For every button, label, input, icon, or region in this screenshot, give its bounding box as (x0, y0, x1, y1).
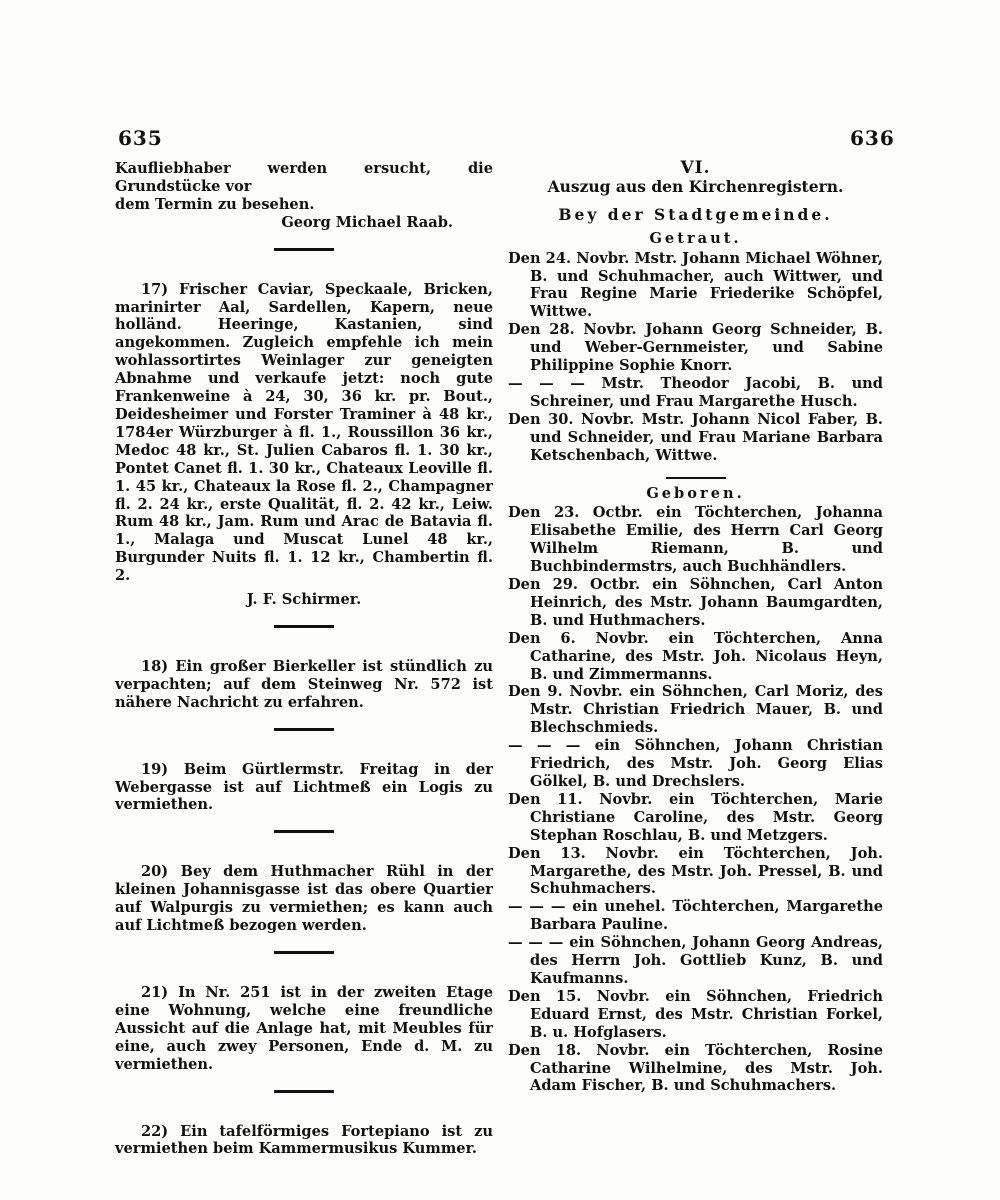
advert-19-text: 19) Beim Gürtlermstr. Freitag in der Webergasse ist auf Lichtmeß ein Logis zu vermiethen. (115, 760, 493, 814)
born-entry: — — — ein Söhnchen, Johann Christian Friedrich, des Mstr. Joh. Georg Elias Gölkel, B. und Drechslers. (508, 737, 883, 790)
advert-20-text: 20) Bey dem Huthmacher Rühl in der kleinen Johannisgasse ist das obere Quartier auf Walpurgis zu vermiethen; es kann auch auf Lichtmeß bezogen werden. (115, 863, 493, 935)
parish-heading: Bey der Stadtgemeinde. (558, 204, 833, 224)
advert-21 (115, 984, 493, 1074)
born-entry: Den 6. Novbr. ein Töchterchen, Anna Catharine, des Mstr. Joh. Nicolaus Heyn, B. und Zimmermanns. (508, 629, 883, 683)
advert-17-text: 17) Frischer Caviar, Speckaale, Bricken, marinirter Aal, Sardellen, Kapern, neue holländ. Heeringe, Kastanien, sind angekommen. Zugleich empfehle ich mein wohlassortirtes Weinlager zur geneigten Abnahme und verkaufe jetzt: noch gute Frankenweine à 24, 30, 36 kr. pr. Bout., Deidesheimer und Forster Traminer à 48 kr., 1784er Würzburger à fl. 1., Roussillon 36 kr., Medoc 48 kr., St. Julien Cabaros fl. 1. 30 kr., Pontet Canet fl. 1. 30 kr., Chateaux Leoville fl. 1. 45 kr., Chateaux la Rose fl. 2., Champagner fl. 2. 24 kr., erste Qualität, fl. 2. 42 kr., Leiw. Rum 48 kr., Jam. Rum und Arac de Batavia fl. 1., Malaga und Muscat Lunel 48 kr., Burgunder Nuits fl. 1. 12 kr., Chambertin fl. 2. (115, 280, 493, 585)
born-entry: Den 23. Octbr. ein Töchterchen, Johanna Elisabethe Emilie, des Herrn Carl Georg Wilhelm Riemann, B. und Buchbindermstrs, auch Buchhändlers. (508, 504, 883, 576)
born-entry: Den 18. Novbr. ein Töchterchen, Rosine Catharine Wilhelmine, des Mstr. Joh. Adam Fischer, B. und Schuhmachers. (508, 1041, 883, 1095)
advert-18 (115, 658, 493, 712)
born-entry: Den 11. Novbr. ein Töchterchen, Marie Christiane Caroline, des Mstr. Georg Stephan Roschlau, B. und Metzgers. (508, 790, 883, 844)
born-heading: Geboren. (646, 484, 745, 502)
separator-rule (274, 728, 334, 731)
separator-rule (274, 951, 334, 954)
advert-17 (115, 281, 493, 585)
born-entry: — — — ein unehel. Töchterchen, Margarethe Barbara Pauline. (508, 898, 883, 934)
advert-19 (115, 761, 493, 815)
advert-17-signature: J. F. Schirmer. (246, 591, 362, 609)
born-entry: Den 9. Novbr. ein Söhnchen, Carl Moriz, des Mstr. Christian Friedrich Mauer, B. und Blechschmieds. (508, 683, 883, 737)
separator-rule (274, 830, 334, 833)
married-heading: Getraut. (649, 229, 742, 247)
advert-20 (115, 863, 493, 935)
married-entry: Den 28. Novbr. Johann Georg Schneider, B. und Weber-Gernmeister, und Sabine Philippine Sophie Knorr. (508, 321, 883, 375)
born-entry: Den 29. Octbr. ein Söhnchen, Carl Anton Heinrich, des Mstr. Johann Baumgardten, B. und Huthmachers. (508, 576, 883, 629)
page-number-right: 636 (850, 126, 895, 150)
intro-line-2: dem Termin zu besehen. (115, 195, 315, 213)
separator-rule (274, 248, 334, 251)
married-entry: Den 24. Novbr. Mstr. Johann Michael Wöhner, B. und Schuhmacher, auch Wittwer, und Frau Regine Marie Friederike Schöpfel, Wittwe. (508, 249, 883, 321)
advert-21-text: 21) In Nr. 251 ist in der zweiten Etage eine Wohnung, welche eine freundliche Aussicht auf die Anlage hat, mit Meubles für eine, auch zwey Personen, Ende d. M. zu vermiethen. (115, 984, 493, 1073)
page-number-left: 635 (118, 126, 163, 150)
section-number: VI. (680, 158, 711, 178)
born-entry: Den 13. Novbr. ein Töchterchen, Joh. Margarethe, des Mstr. Joh. Pressel, B. und Schuhmachers. (508, 844, 883, 898)
separator-rule (274, 625, 334, 628)
married-entry: Den 30. Novbr. Mstr. Johann Nicol Faber, B. und Schneider, und Frau Mariane Barbara Ketschenbach, Wittwe. (508, 410, 883, 464)
intro-line-1: Kaufliebhaber werden ersucht, die Grundstücke vor (115, 160, 493, 195)
advert-18-text: 18) Ein großer Bierkeller ist stündlich zu verpachten; auf dem Steinweg Nr. 572 ist nähere Nachricht zu erfahren. (115, 657, 493, 711)
left-column (115, 160, 493, 1158)
born-entry: Den 15. Novbr. ein Söhnchen, Friedrich Eduard Ernst, des Mstr. Christian Forkel, B. u. Hofglasers. (508, 987, 883, 1041)
right-column (508, 160, 883, 1095)
married-entry: — — — Mstr. Theodor Jacobi, B. und Schreiner, und Frau Margarethe Husch. (508, 374, 883, 410)
separator-rule (274, 1090, 334, 1093)
advert-22 (115, 1123, 493, 1159)
intro-signature: Georg Michael Raab. (281, 213, 453, 231)
separator-rule (666, 477, 726, 479)
advert-22-text: 22) Ein tafelförmiges Fortepiano ist zu vermiethen beim Kammermusikus Kummer. (115, 1122, 493, 1158)
section-title: Auszug aus den Kirchenregistern. (547, 176, 844, 196)
born-entry: — — — ein Söhnchen, Johann Georg Andreas, des Herrn Joh. Gottlieb Kunz, B. und Kaufmanns. (508, 934, 883, 987)
